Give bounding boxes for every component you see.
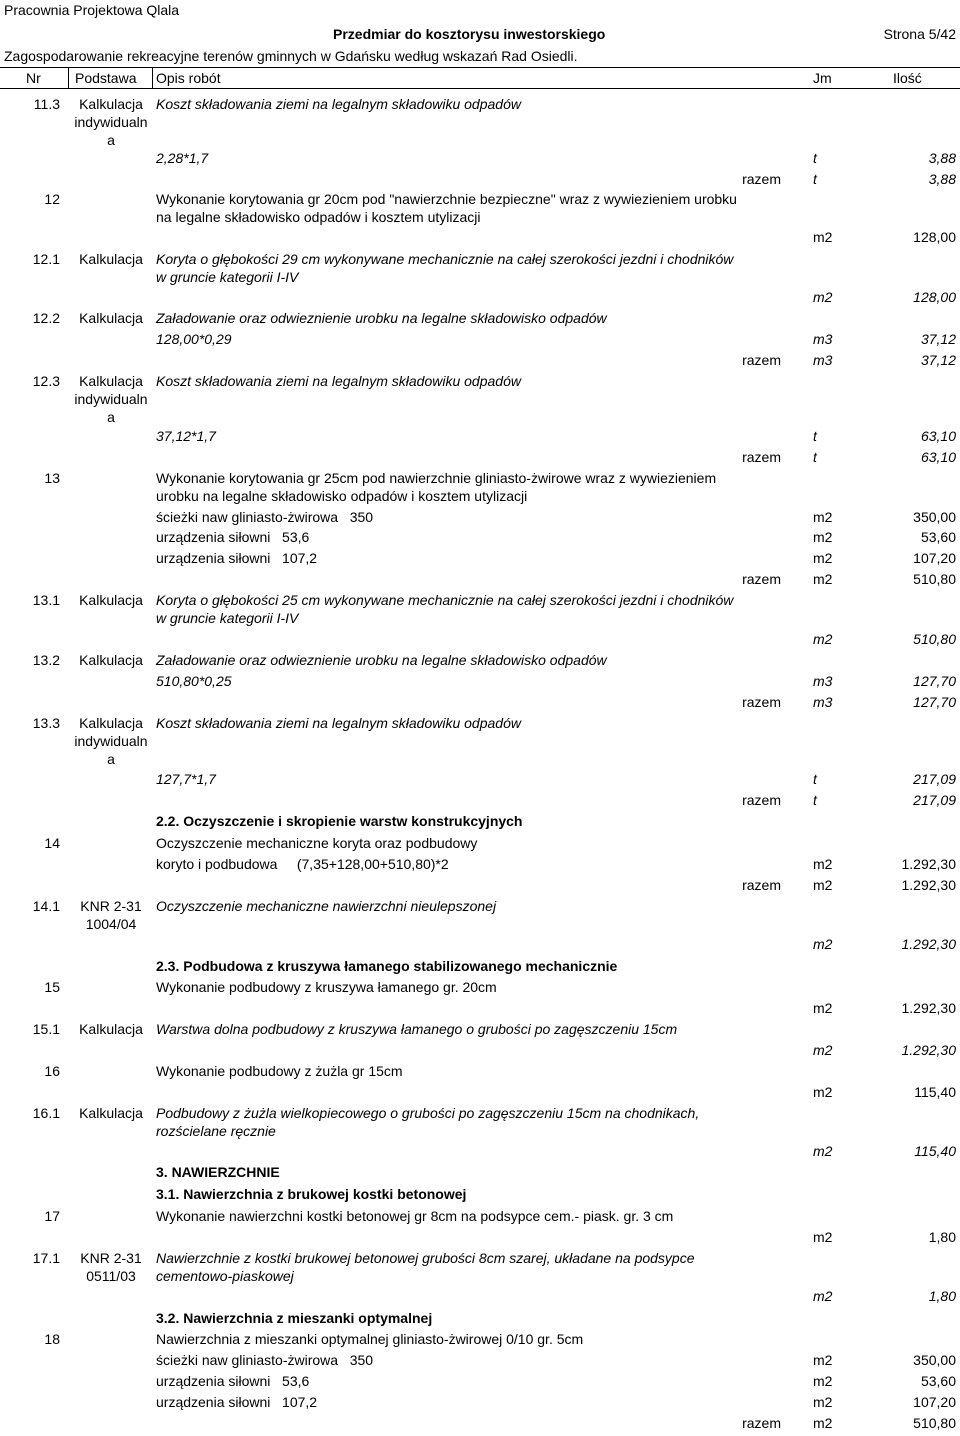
item-description: Oczyszczenie mechaniczne nawierzchni nieulepszonej	[156, 898, 497, 914]
item-number: 12.3	[32, 373, 60, 389]
unit: m2	[813, 289, 833, 305]
col-header-ilosc: Ilość	[893, 70, 922, 86]
unit: t	[813, 449, 817, 465]
item-number: 16.1	[32, 1105, 60, 1121]
item-number: 12	[44, 191, 60, 207]
unit: m3	[813, 352, 833, 368]
quantity-calculation: 510,80*0,25	[156, 673, 232, 689]
section-heading: 2.2. Oczyszczenie i skropienie warstw konstrukcyjnych	[156, 813, 523, 829]
quantity-value: 217,09	[913, 771, 956, 787]
item-description: Wykonanie podbudowy z żużla gr 15cm	[156, 1063, 403, 1079]
item-number: 16	[44, 1063, 60, 1079]
unit: t	[813, 171, 817, 187]
document-title: Przedmiar do kosztorysu inwestorskiego	[333, 26, 606, 42]
unit: t	[813, 150, 817, 166]
unit: m2	[813, 1084, 833, 1100]
item-number: 14	[44, 835, 60, 851]
col-header-jm: Jm	[813, 70, 832, 86]
quantity-value: 3,88	[928, 171, 956, 187]
quantity-value: 128,00	[913, 289, 956, 305]
unit: m2	[813, 229, 833, 245]
item-description: Wykonanie podbudowy z kruszywa łamanego gr. 20cm	[156, 979, 497, 995]
quantity-calculation: koryto i podbudowa (7,35+128,00+510,80)*2	[156, 856, 449, 872]
item-number: 13.3	[32, 715, 60, 731]
item-description: Załadowanie oraz odwieznienie urobku na legalne składowisko odpadów	[156, 310, 607, 326]
quantity-value: 1,80	[928, 1229, 956, 1245]
unit: m2	[813, 1143, 833, 1159]
section-heading: 3.2. Nawierzchnia z mieszanki optymalnej	[156, 1310, 433, 1326]
basis-text: Kalkulacja	[79, 96, 143, 112]
item-number: 12.2	[32, 310, 60, 326]
basis-text: a	[107, 751, 115, 767]
quantity-value: 37,12	[920, 331, 956, 347]
item-description: Warstwa dolna podbudowy z kruszywa łamanego o grubości po zagęszczeniu 15cm	[156, 1021, 678, 1037]
col-header-podstawa: Podstawa	[75, 70, 137, 86]
table-top-border	[0, 67, 960, 68]
quantity-value: 510,80	[913, 1415, 956, 1431]
quantity-value: 107,20	[913, 550, 956, 566]
item-description: Oczyszczenie mechaniczne koryta oraz podbudowy	[156, 835, 478, 851]
basis-text: Kalkulacja	[79, 592, 143, 608]
quantity-value: 128,00	[913, 229, 956, 245]
item-description: Koryta o głębokości 25 cm wykonywane mechanicznie na całej szerokości jezdni i chodników	[156, 592, 734, 608]
quantity-calculation: urządzenia siłowni 53,6	[156, 1373, 310, 1389]
razem-label: razem	[742, 352, 781, 368]
section-heading: 3.1. Nawierzchnia z brukowej kostki betonowej	[156, 1186, 467, 1202]
unit: m2	[813, 1394, 833, 1410]
basis-text: indywidualn	[74, 733, 148, 749]
item-description: Koszt składowania ziemi na legalnym składowiku odpadów	[156, 96, 521, 112]
item-description: Wykonanie korytowania gr 20cm pod "nawierzchnie bezpieczne" wraz z wywiezieniem urobku	[156, 191, 737, 207]
project-subtitle: Zagospodarowanie rekreacyjne terenów gminnych w Gdańsku według wskazań Rad Osiedli.	[4, 48, 578, 64]
quantity-value: 350,00	[913, 1352, 956, 1368]
unit: m2	[813, 1229, 833, 1245]
unit: m2	[813, 856, 833, 872]
razem-label: razem	[742, 1415, 781, 1431]
item-description: Nawierzchnie z kostki brukowej betonowej grubości 8cm szarej, układane na podsypce	[156, 1250, 695, 1266]
company-name: Pracownia Projektowa Qlala	[4, 2, 180, 18]
quantity-calculation: urządzenia siłowni 53,6	[156, 529, 310, 545]
basis-text: Kalkulacja	[79, 310, 143, 326]
item-description: urobku na legalne składowisko odpadów i kosztem utylizacji	[156, 488, 528, 504]
unit: m2	[813, 1000, 833, 1016]
quantity-calculation: ścieżki naw gliniasto-żwirowa 350	[156, 509, 374, 525]
col-header-nr: Nr	[26, 70, 41, 86]
quantity-value: 107,20	[913, 1394, 956, 1410]
razem-label: razem	[742, 171, 781, 187]
unit: m2	[813, 877, 833, 893]
basis-text: 1004/04	[85, 916, 137, 932]
item-description: Koryta o głębokości 29 cm wykonywane mechanicznie na całej szerokości jezdni i chodników	[156, 251, 734, 267]
item-number: 18	[44, 1331, 60, 1347]
unit: m2	[813, 936, 833, 952]
quantity-value: 217,09	[913, 792, 956, 808]
unit: m2	[813, 1352, 833, 1368]
item-number: 11.3	[33, 96, 60, 112]
item-description: w gruncie kategorii I-IV	[156, 269, 299, 285]
item-number: 15	[44, 979, 60, 995]
quantity-value: 510,80	[913, 631, 956, 647]
quantity-value: 115,40	[914, 1143, 956, 1159]
basis-text: Kalkulacja	[79, 373, 143, 389]
item-number: 14.1	[32, 898, 60, 914]
page-number: Strona 5/42	[883, 26, 956, 42]
quantity-value: 63,10	[920, 428, 956, 444]
item-description: cementowo-piaskowej	[156, 1268, 294, 1284]
item-description: rozścielane ręcznie	[156, 1123, 276, 1139]
item-description: Nawierzchnia z mieszanki optymalnej gliniasto-żwirowej 0/10 gr. 5cm	[156, 1331, 584, 1347]
quantity-value: 3,88	[928, 150, 956, 166]
item-description: Koszt składowania ziemi na legalnym składowiku odpadów	[156, 715, 521, 731]
unit: m3	[813, 694, 833, 710]
section-heading: 2.3. Podbudowa z kruszywa łamanego stabilizowanego mechanicznie	[156, 958, 618, 974]
quantity-value: 1,80	[928, 1288, 956, 1304]
item-number: 13.1	[32, 592, 60, 608]
unit: m2	[813, 1288, 833, 1304]
basis-text: Kalkulacja	[79, 251, 143, 267]
razem-label: razem	[742, 792, 781, 808]
basis-text: a	[107, 132, 115, 148]
quantity-value: 1.292,30	[901, 1000, 956, 1016]
quantity-value: 510,80	[913, 571, 956, 587]
quantity-value: 1.292,30	[901, 856, 956, 872]
unit: m3	[813, 673, 833, 689]
item-number: 12.1	[32, 251, 60, 267]
item-description: Wykonanie nawierzchni kostki betonowej gr 8cm na podsypce cem.- piask. gr. 3 cm	[156, 1208, 674, 1224]
item-number: 17.1	[32, 1250, 60, 1266]
unit: m2	[813, 1042, 833, 1058]
quantity-value: 37,12	[920, 352, 956, 368]
quantity-value: 127,70	[913, 694, 956, 710]
quantity-value: 1.292,30	[901, 936, 956, 952]
basis-text: KNR 2-31	[80, 898, 142, 914]
item-description: Podbudowy z żużla wielkopiecowego o grubości po zagęszczeniu 15cm na chodnikach,	[156, 1105, 700, 1121]
col-divider	[68, 67, 69, 89]
table-header-border	[0, 88, 960, 89]
quantity-calculation: 2,28*1,7	[156, 150, 209, 166]
quantity-calculation: urządzenia siłowni 107,2	[156, 550, 318, 566]
basis-text: indywidualn	[74, 391, 148, 407]
unit: m2	[813, 1373, 833, 1389]
quantity-value: 1.292,30	[901, 1042, 956, 1058]
item-number: 13	[44, 470, 60, 486]
quantity-value: 63,10	[920, 449, 956, 465]
unit: m3	[813, 331, 833, 347]
unit: m2	[813, 1415, 833, 1431]
razem-label: razem	[742, 449, 781, 465]
unit: m2	[813, 529, 833, 545]
quantity-value: 127,70	[913, 673, 956, 689]
quantity-value: 115,40	[914, 1084, 956, 1100]
unit: m2	[813, 571, 833, 587]
item-description: na legalne składowisko odpadów i kosztem utylizacji	[156, 209, 481, 225]
unit: t	[813, 771, 817, 787]
quantity-value: 1.292,30	[901, 877, 956, 893]
item-description: Załadowanie oraz odwieznienie urobku na legalne składowisko odpadów	[156, 652, 607, 668]
basis-text: KNR 2-31	[80, 1250, 142, 1266]
razem-label: razem	[742, 694, 781, 710]
quantity-calculation: urządzenia siłowni 107,2	[156, 1394, 318, 1410]
item-number: 13.2	[32, 652, 60, 668]
basis-text: Kalkulacja	[79, 715, 143, 731]
basis-text: a	[107, 409, 115, 425]
unit: t	[813, 792, 817, 808]
quantity-calculation: 37,12*1,7	[156, 428, 216, 444]
quantity-calculation: 128,00*0,29	[156, 331, 232, 347]
item-number: 17	[44, 1208, 60, 1224]
item-description: Wykonanie korytowania gr 25cm pod nawierzchnie gliniasto-żwirowe wraz z wywiezieniem	[156, 470, 717, 486]
col-header-opis: Opis robót	[156, 70, 221, 86]
quantity-calculation: 127,7*1,7	[156, 771, 216, 787]
basis-text: Kalkulacja	[79, 1021, 143, 1037]
col-divider	[152, 67, 153, 89]
unit: m2	[813, 550, 833, 566]
item-description: w gruncie kategorii I-IV	[156, 610, 299, 626]
basis-text: Kalkulacja	[79, 1105, 143, 1121]
item-description: Koszt składowania ziemi na legalnym składowiku odpadów	[156, 373, 521, 389]
basis-text: Kalkulacja	[79, 652, 143, 668]
unit: t	[813, 428, 817, 444]
basis-text: indywidualn	[74, 114, 148, 130]
razem-label: razem	[742, 571, 781, 587]
quantity-value: 53,60	[920, 529, 956, 545]
item-number: 15.1	[32, 1021, 60, 1037]
razem-label: razem	[742, 877, 781, 893]
quantity-value: 53,60	[920, 1373, 956, 1389]
section-heading: 3. NAWIERZCHNIE	[156, 1164, 280, 1180]
basis-text: 0511/03	[86, 1268, 136, 1284]
quantity-calculation: ścieżki naw gliniasto-żwirowa 350	[156, 1352, 374, 1368]
quantity-value: 350,00	[913, 509, 956, 525]
unit: m2	[813, 631, 833, 647]
unit: m2	[813, 509, 833, 525]
